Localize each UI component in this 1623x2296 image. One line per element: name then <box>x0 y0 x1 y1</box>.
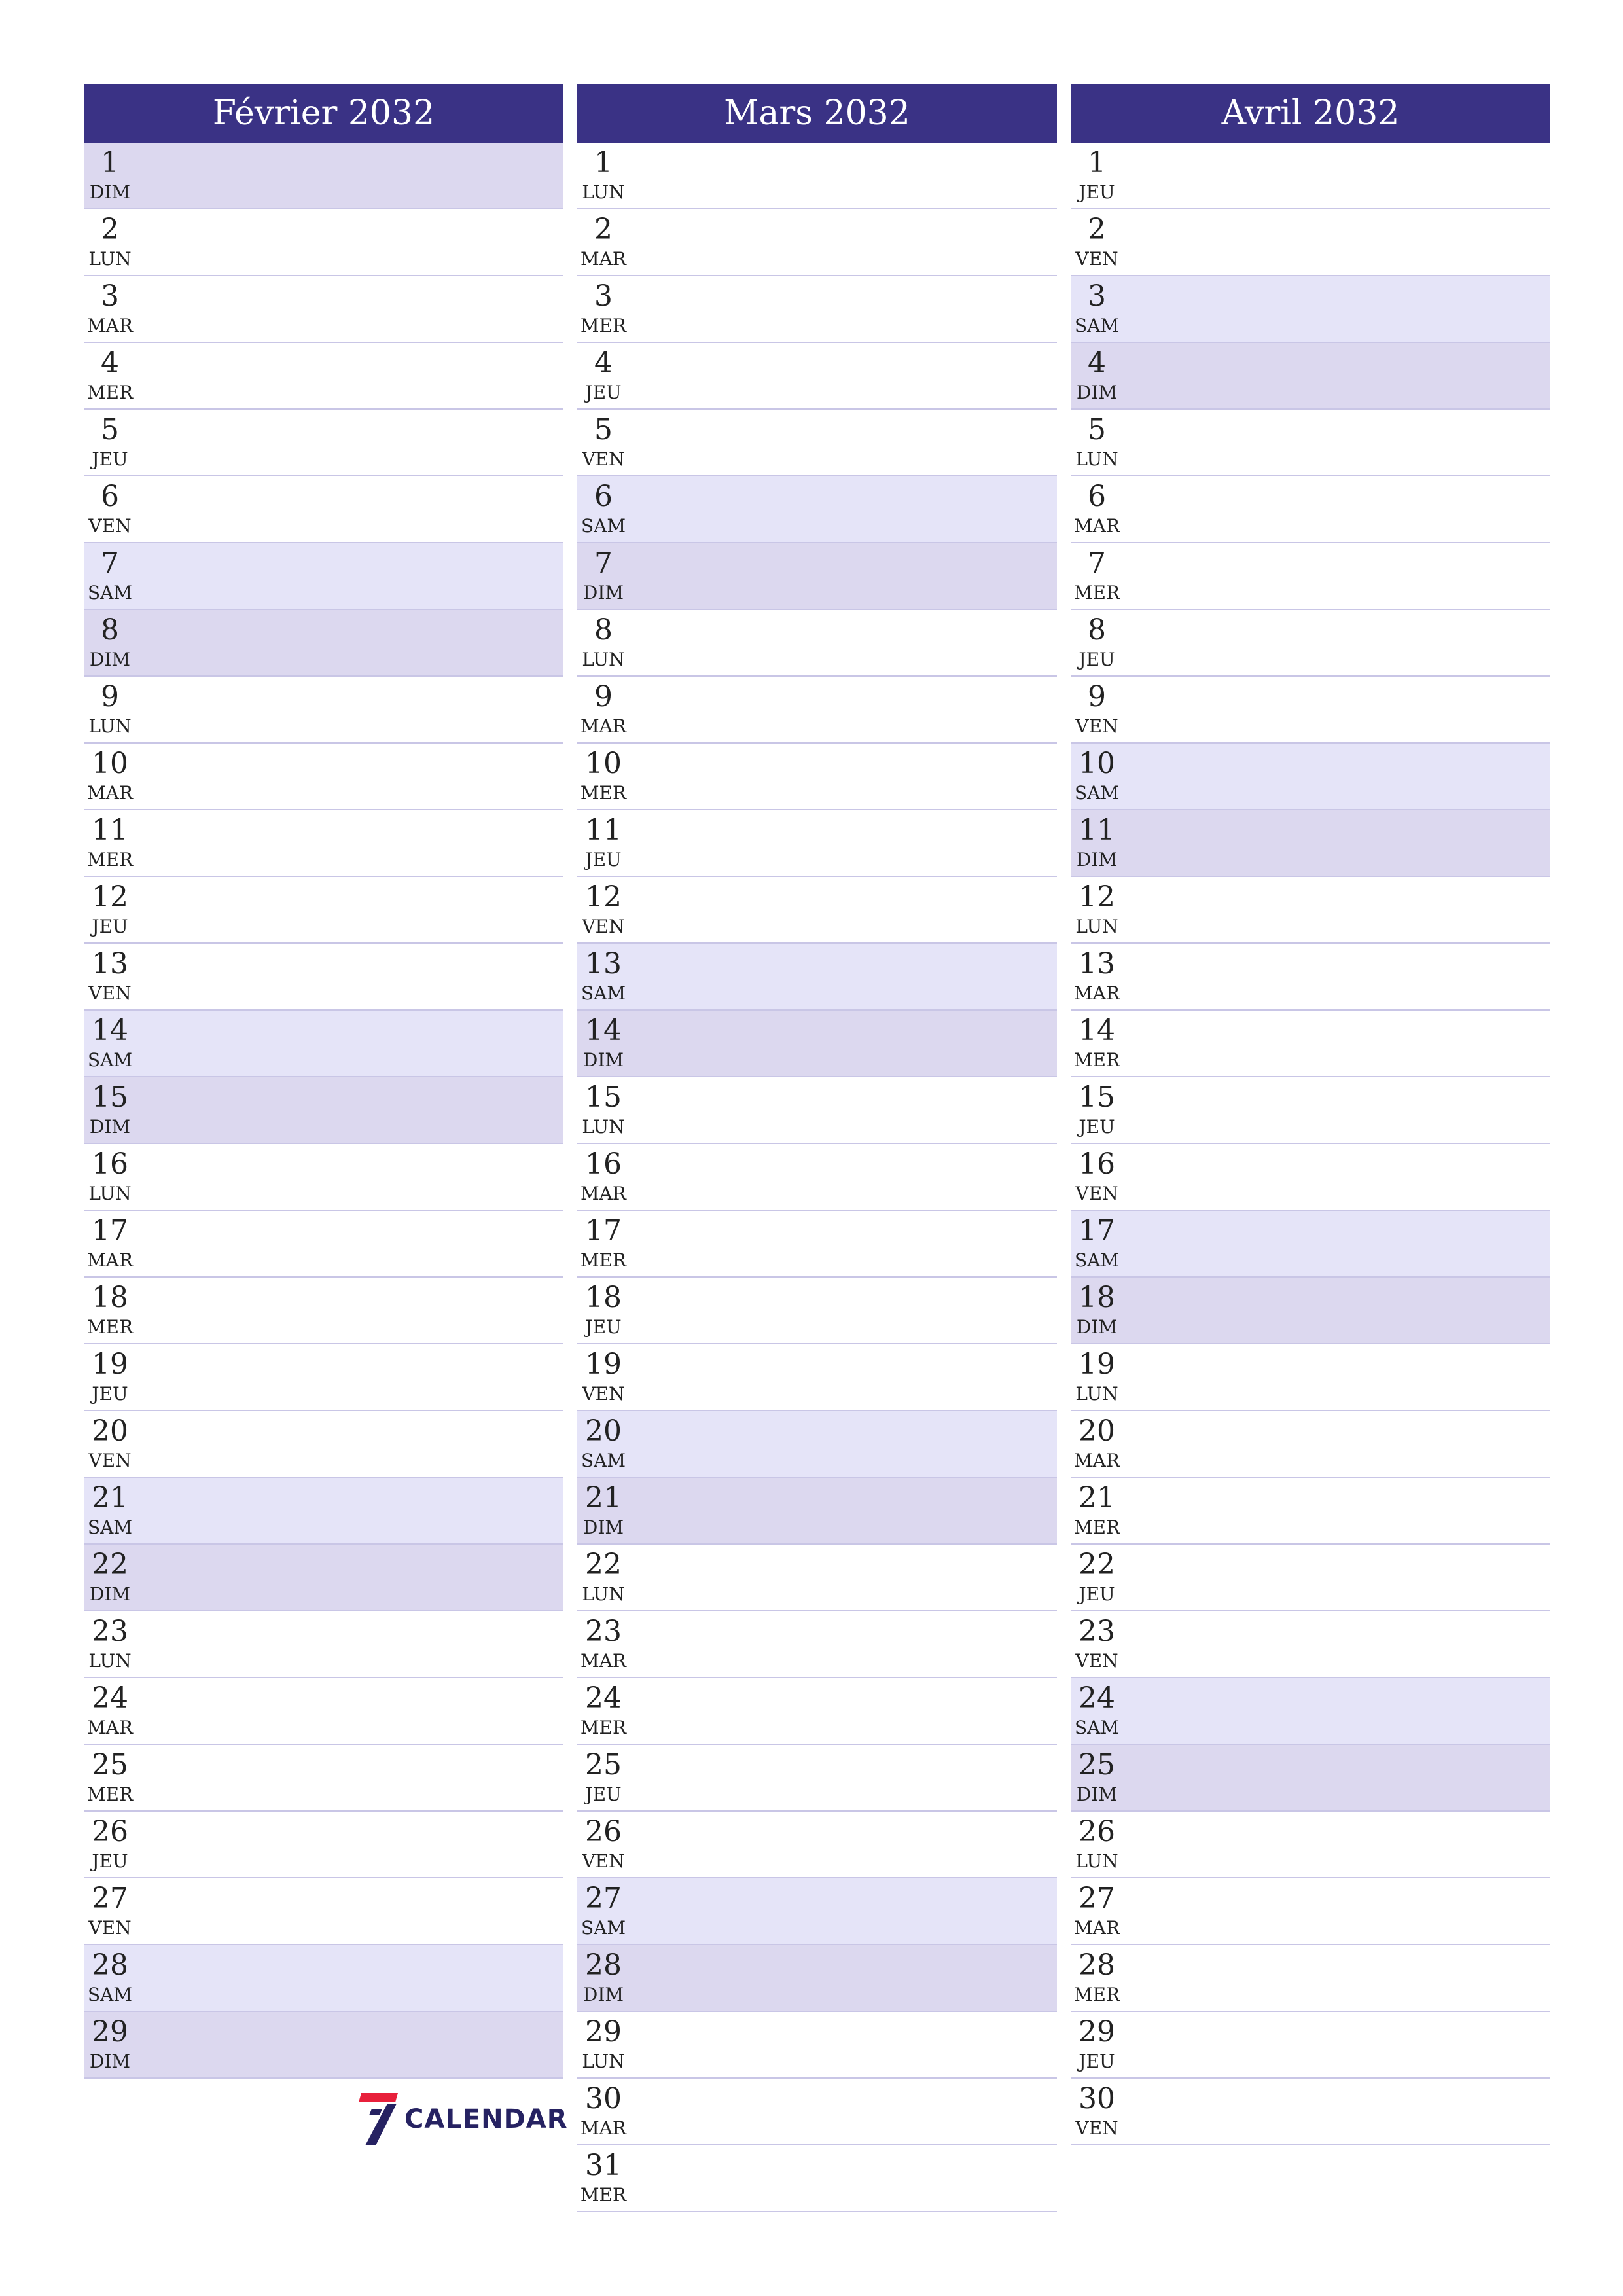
day-name: JEU <box>585 1784 622 1805</box>
day-row <box>1071 209 1550 276</box>
day-number: 12 <box>1079 880 1115 914</box>
day-number: 26 <box>92 1815 128 1848</box>
day-name: DIM <box>1076 1316 1118 1338</box>
day-number: 8 <box>594 613 613 647</box>
month-title: Avril 2032 <box>1071 84 1550 143</box>
day-name: MER <box>1073 1049 1120 1071</box>
day-row <box>577 1344 1057 1411</box>
day-name: MAR <box>87 315 133 336</box>
day-number: 6 <box>594 480 613 513</box>
logo-wordmark: CALENDAR <box>404 2104 568 2134</box>
day-name: MAR <box>580 1183 626 1204</box>
calendar-logo <box>359 2092 568 2147</box>
day-number: 3 <box>594 279 613 313</box>
day-number: 22 <box>585 1548 622 1581</box>
day-name: LUN <box>88 1650 132 1672</box>
month-column-march <box>577 84 1057 2212</box>
day-row <box>84 476 563 543</box>
day-row <box>1071 1878 1550 1945</box>
day-number: 1 <box>1088 146 1106 179</box>
day-name: JEU <box>1079 2051 1115 2072</box>
day-number: 14 <box>92 1014 128 1047</box>
day-name: SAM <box>1074 1717 1120 1738</box>
day-row <box>84 1411 563 1478</box>
day-row <box>1071 343 1550 410</box>
day-number: 29 <box>92 2015 128 2049</box>
day-row <box>1071 1678 1550 1745</box>
day-name: LUN <box>88 715 132 737</box>
day-row <box>577 543 1057 610</box>
day-number: 21 <box>1079 1481 1115 1515</box>
day-number: 20 <box>92 1414 128 1448</box>
day-name: JEU <box>585 849 622 870</box>
month-title: Mars 2032 <box>577 84 1057 143</box>
day-row <box>84 1144 563 1211</box>
day-number: 30 <box>585 2082 622 2115</box>
day-row <box>84 1545 563 1611</box>
day-row <box>577 1945 1057 2012</box>
day-row <box>577 143 1057 209</box>
day-row <box>1071 1011 1550 1077</box>
day-name: LUN <box>88 1183 132 1204</box>
day-name: SAM <box>1074 1249 1120 1271</box>
day-number: 31 <box>585 2149 622 2182</box>
day-row <box>84 1278 563 1344</box>
day-row <box>84 1878 563 1945</box>
day-name: JEU <box>1079 1583 1115 1605</box>
day-number: 13 <box>585 947 622 980</box>
day-row <box>84 1611 563 1678</box>
day-row <box>84 209 563 276</box>
day-number: 19 <box>92 1348 128 1381</box>
day-name: MAR <box>1074 1917 1120 1939</box>
day-row <box>1071 744 1550 810</box>
day-row <box>577 1812 1057 1878</box>
day-number: 21 <box>92 1481 128 1515</box>
day-number: 20 <box>585 1414 622 1448</box>
day-number: 25 <box>585 1748 622 1782</box>
day-number: 9 <box>594 680 613 713</box>
day-number: 9 <box>1088 680 1106 713</box>
day-row <box>1071 1077 1550 1144</box>
day-number: 18 <box>92 1281 128 1314</box>
day-number: 4 <box>594 346 613 380</box>
day-list <box>577 143 1057 2212</box>
day-number: 10 <box>1079 747 1115 780</box>
day-row <box>577 476 1057 543</box>
day-row <box>577 276 1057 343</box>
day-row <box>1071 1611 1550 1678</box>
day-name: SAM <box>87 1984 133 2005</box>
day-number: 27 <box>585 1882 622 1915</box>
day-row <box>577 1611 1057 1678</box>
day-row <box>84 2012 563 2079</box>
day-number: 16 <box>92 1147 128 1181</box>
day-name: MAR <box>1074 982 1120 1004</box>
day-name: LUN <box>582 2051 625 2072</box>
day-number: 28 <box>92 1948 128 1982</box>
day-row <box>1071 944 1550 1011</box>
day-name: MER <box>580 2184 627 2206</box>
day-number: 22 <box>1079 1548 1115 1581</box>
day-row <box>1071 1812 1550 1878</box>
day-number: 10 <box>585 747 622 780</box>
day-row <box>84 944 563 1011</box>
day-number: 6 <box>101 480 119 513</box>
day-number: 5 <box>1088 413 1106 446</box>
day-number: 2 <box>1088 213 1106 246</box>
day-name: DIM <box>89 1116 131 1138</box>
day-row <box>84 1077 563 1144</box>
day-name: VEN <box>582 448 625 470</box>
day-name: DIM <box>582 582 624 603</box>
day-name: JEU <box>585 1316 622 1338</box>
day-name: DIM <box>582 1049 624 1071</box>
day-row <box>84 1478 563 1545</box>
day-name: MAR <box>580 2117 626 2139</box>
day-name: SAM <box>580 1917 626 1939</box>
day-name: MER <box>580 1249 627 1271</box>
day-row <box>84 610 563 677</box>
day-name: DIM <box>89 649 131 670</box>
day-name: VEN <box>88 982 132 1004</box>
day-name: MER <box>580 1717 627 1738</box>
day-number: 26 <box>1079 1815 1115 1848</box>
day-row <box>577 677 1057 744</box>
day-number: 30 <box>1079 2082 1115 2115</box>
day-number: 29 <box>1079 2015 1115 2049</box>
day-number: 14 <box>1079 1014 1115 1047</box>
day-number: 10 <box>92 747 128 780</box>
day-row <box>1071 1278 1550 1344</box>
month-column-february <box>84 84 563 2079</box>
day-row <box>1071 877 1550 944</box>
day-number: 25 <box>92 1748 128 1782</box>
day-row <box>577 877 1057 944</box>
day-row <box>1071 1411 1550 1478</box>
day-number: 7 <box>101 547 119 580</box>
day-name: LUN <box>88 248 132 270</box>
day-row <box>84 543 563 610</box>
day-name: MAR <box>580 248 626 270</box>
day-name: MAR <box>580 1650 626 1672</box>
day-name: SAM <box>1074 782 1120 804</box>
day-row <box>1071 476 1550 543</box>
day-name: DIM <box>1076 849 1118 870</box>
day-number: 21 <box>585 1481 622 1515</box>
day-name: LUN <box>582 1116 625 1138</box>
day-name: LUN <box>1075 916 1118 937</box>
day-row <box>1071 1745 1550 1812</box>
day-name: MER <box>580 315 627 336</box>
day-number: 19 <box>1079 1348 1115 1381</box>
day-row <box>84 1211 563 1278</box>
day-name: MAR <box>580 715 626 737</box>
day-number: 16 <box>1079 1147 1115 1181</box>
day-number: 2 <box>101 213 119 246</box>
day-name: MAR <box>87 782 133 804</box>
day-row <box>577 810 1057 877</box>
day-row <box>1071 1478 1550 1545</box>
day-name: MER <box>86 849 134 870</box>
day-name: MER <box>86 1784 134 1805</box>
day-row <box>577 1411 1057 1478</box>
day-number: 17 <box>92 1214 128 1247</box>
day-row <box>84 1344 563 1411</box>
day-name: LUN <box>582 1583 625 1605</box>
day-name: VEN <box>582 1383 625 1405</box>
day-row <box>577 1745 1057 1812</box>
day-number: 23 <box>1079 1615 1115 1648</box>
day-name: LUN <box>1075 1850 1118 1872</box>
day-name: VEN <box>1075 1650 1118 1672</box>
day-number: 18 <box>1079 1281 1115 1314</box>
day-name: VEN <box>582 916 625 937</box>
day-number: 28 <box>585 1948 622 1982</box>
day-number: 2 <box>594 213 613 246</box>
day-name: VEN <box>1075 715 1118 737</box>
day-name: SAM <box>87 1516 133 1538</box>
day-name: VEN <box>88 1450 132 1471</box>
day-number: 24 <box>1079 1681 1115 1715</box>
day-number: 1 <box>101 146 119 179</box>
day-name: DIM <box>582 1516 624 1538</box>
day-name: MAR <box>87 1717 133 1738</box>
day-row <box>577 1478 1057 1545</box>
day-name: SAM <box>580 1450 626 1471</box>
day-name: VEN <box>1075 248 1118 270</box>
day-number: 24 <box>585 1681 622 1715</box>
day-name: LUN <box>1075 448 1118 470</box>
day-list <box>1071 143 1550 2145</box>
day-name: JEU <box>1079 181 1115 203</box>
day-number: 11 <box>92 814 128 847</box>
day-row <box>84 1945 563 2012</box>
day-number: 9 <box>101 680 119 713</box>
day-number: 19 <box>585 1348 622 1381</box>
seven-logo-icon <box>359 2092 399 2147</box>
day-name: DIM <box>1076 382 1118 403</box>
day-name: MER <box>1073 1516 1120 1538</box>
day-number: 6 <box>1088 480 1106 513</box>
day-number: 29 <box>585 2015 622 2049</box>
day-row <box>577 1211 1057 1278</box>
day-row <box>1071 677 1550 744</box>
day-name: SAM <box>87 582 133 603</box>
day-number: 7 <box>594 547 613 580</box>
day-row <box>84 677 563 744</box>
day-number: 4 <box>101 346 119 380</box>
day-row <box>84 1812 563 1878</box>
day-name: VEN <box>88 515 132 537</box>
day-number: 3 <box>101 279 119 313</box>
day-number: 22 <box>92 1548 128 1581</box>
day-number: 4 <box>1088 346 1106 380</box>
day-number: 1 <box>594 146 613 179</box>
day-row <box>577 1878 1057 1945</box>
day-name: DIM <box>1076 1784 1118 1805</box>
day-name: SAM <box>580 515 626 537</box>
day-row <box>1071 143 1550 209</box>
day-row <box>84 1745 563 1812</box>
day-number: 28 <box>1079 1948 1115 1982</box>
day-number: 18 <box>585 1281 622 1314</box>
day-row <box>1071 2079 1550 2145</box>
day-row <box>577 1678 1057 1745</box>
day-row <box>577 610 1057 677</box>
day-number: 23 <box>585 1615 622 1648</box>
day-name: JEU <box>92 448 128 470</box>
day-number: 5 <box>594 413 613 446</box>
day-row <box>1071 1945 1550 2012</box>
day-row <box>1071 810 1550 877</box>
day-row <box>577 2079 1057 2145</box>
day-name: JEU <box>92 1383 128 1405</box>
day-name: JEU <box>1079 649 1115 670</box>
day-list <box>84 143 563 2079</box>
day-row <box>577 1278 1057 1344</box>
day-number: 5 <box>101 413 119 446</box>
day-name: MAR <box>1074 1450 1120 1471</box>
day-row <box>577 1011 1057 1077</box>
day-name: SAM <box>1074 315 1120 336</box>
day-number: 15 <box>1079 1081 1115 1114</box>
day-name: MAR <box>1074 515 1120 537</box>
day-name: VEN <box>1075 2117 1118 2139</box>
day-name: MER <box>86 382 134 403</box>
day-row <box>1071 410 1550 476</box>
day-row <box>84 744 563 810</box>
day-number: 8 <box>101 613 119 647</box>
day-number: 7 <box>1088 547 1106 580</box>
day-name: JEU <box>1079 1116 1115 1138</box>
day-name: MAR <box>87 1249 133 1271</box>
day-name: JEU <box>585 382 622 403</box>
day-number: 14 <box>585 1014 622 1047</box>
day-row <box>84 810 563 877</box>
day-name: VEN <box>582 1850 625 1872</box>
day-row <box>1071 1211 1550 1278</box>
day-number: 11 <box>585 814 622 847</box>
day-number: 12 <box>585 880 622 914</box>
day-row <box>577 209 1057 276</box>
day-row <box>1071 2012 1550 2079</box>
day-number: 13 <box>92 947 128 980</box>
day-row <box>577 944 1057 1011</box>
day-name: LUN <box>582 181 625 203</box>
day-row <box>1071 1545 1550 1611</box>
day-row <box>577 1545 1057 1611</box>
day-number: 12 <box>92 880 128 914</box>
day-number: 13 <box>1079 947 1115 980</box>
day-number: 25 <box>1079 1748 1115 1782</box>
day-row <box>84 343 563 410</box>
day-name: SAM <box>580 982 626 1004</box>
day-row <box>577 410 1057 476</box>
day-name: VEN <box>88 1917 132 1939</box>
day-name: LUN <box>1075 1383 1118 1405</box>
day-name: JEU <box>92 916 128 937</box>
month-column-april <box>1071 84 1550 2145</box>
day-number: 8 <box>1088 613 1106 647</box>
day-name: DIM <box>582 1984 624 2005</box>
day-number: 17 <box>1079 1214 1115 1247</box>
month-title: Février 2032 <box>84 84 563 143</box>
day-row <box>577 1144 1057 1211</box>
day-number: 26 <box>585 1815 622 1848</box>
day-number: 20 <box>1079 1414 1115 1448</box>
day-row <box>84 276 563 343</box>
day-name: MER <box>1073 1984 1120 2005</box>
day-name: VEN <box>1075 1183 1118 1204</box>
day-row <box>577 744 1057 810</box>
day-name: LUN <box>582 649 625 670</box>
day-number: 27 <box>1079 1882 1115 1915</box>
day-number: 15 <box>92 1081 128 1114</box>
day-row <box>1071 1344 1550 1411</box>
day-row <box>577 2012 1057 2079</box>
day-row <box>577 343 1057 410</box>
day-number: 3 <box>1088 279 1106 313</box>
day-name: DIM <box>89 2051 131 2072</box>
day-row <box>84 1678 563 1745</box>
day-number: 27 <box>92 1882 128 1915</box>
day-row <box>84 877 563 944</box>
day-row <box>1071 610 1550 677</box>
day-name: MER <box>86 1316 134 1338</box>
day-number: 11 <box>1079 814 1115 847</box>
day-name: SAM <box>87 1049 133 1071</box>
day-name: JEU <box>92 1850 128 1872</box>
day-name: MER <box>580 782 627 804</box>
day-name: DIM <box>89 1583 131 1605</box>
day-name: DIM <box>89 181 131 203</box>
day-row <box>577 1077 1057 1144</box>
day-row <box>84 410 563 476</box>
day-row <box>1071 276 1550 343</box>
day-number: 17 <box>585 1214 622 1247</box>
day-row <box>1071 543 1550 610</box>
day-number: 16 <box>585 1147 622 1181</box>
day-row <box>84 143 563 209</box>
day-number: 23 <box>92 1615 128 1648</box>
day-row <box>577 2145 1057 2212</box>
day-number: 15 <box>585 1081 622 1114</box>
day-name: MER <box>1073 582 1120 603</box>
day-row <box>84 1011 563 1077</box>
day-number: 24 <box>92 1681 128 1715</box>
day-row <box>1071 1144 1550 1211</box>
